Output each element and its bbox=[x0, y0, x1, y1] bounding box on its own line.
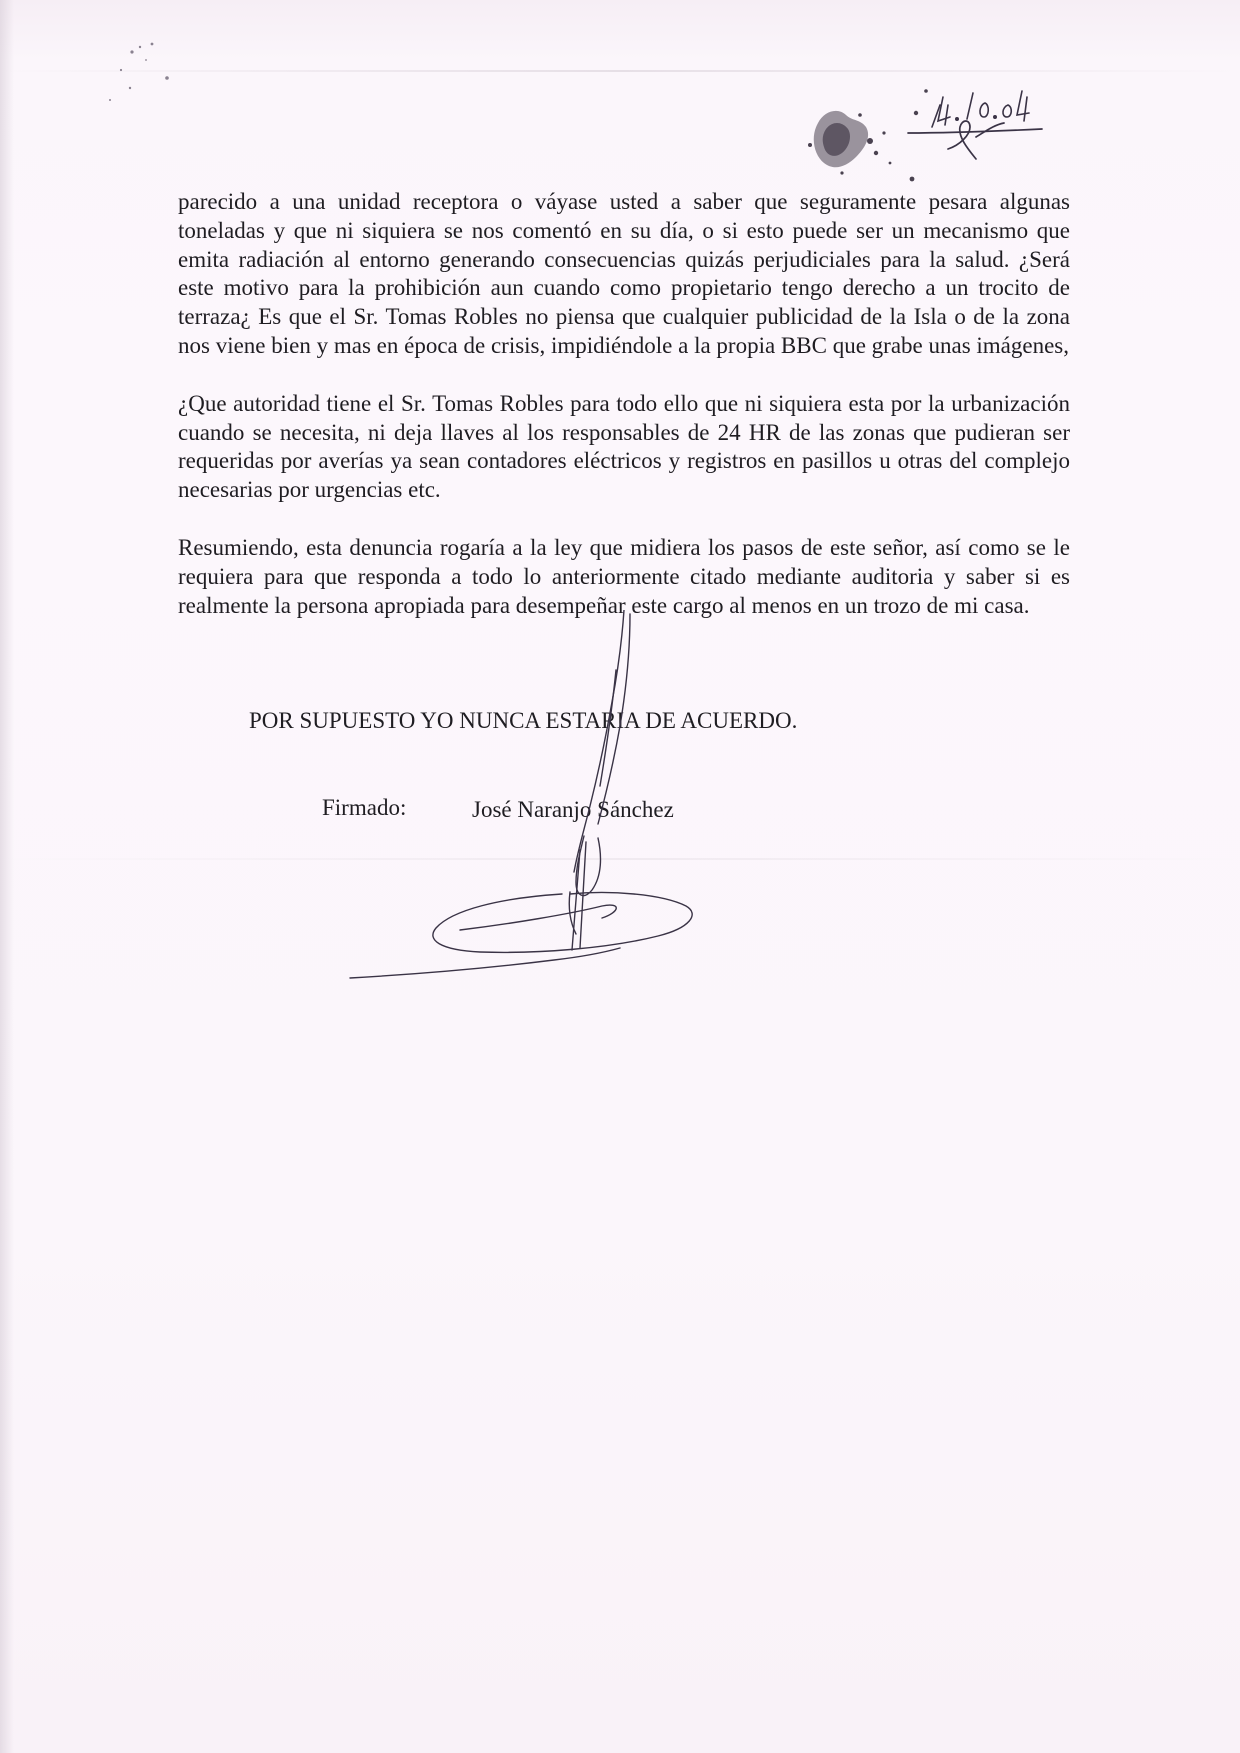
handwritten-date-mark bbox=[932, 91, 1029, 127]
handwritten-date-and-stamp bbox=[780, 75, 1160, 195]
paper-edge-shadow bbox=[0, 0, 14, 1753]
body-paragraph: Resumiendo, esta denuncia rogaría a la ley que midiera los pasos de este señor, así como se le requiera para que responda a todo lo anteriormente citado mediante auditoria y saber si es realmente la persona apropiada para desempeñar este cargo al menos en un trozo de mi casa. bbox=[178, 534, 1070, 618]
signer-name: José Naranjo Sánchez bbox=[472, 797, 674, 822]
paper-specks bbox=[70, 30, 220, 120]
paper-fold-line bbox=[0, 858, 1240, 860]
handwritten-initials-mark bbox=[908, 121, 1042, 159]
body-paragraph: parecido a una unidad receptora o váyase usted a saber que seguramente pesara algunas toneladas y que ni siquiera se nos comentó en su día, o si esto puede ser un mecanismo que emita radiación al entorno generando consecuencias quizás perjudiciales para la salud. ¿Será este motivo para la prohibición aun cuando como propietario tengo derecho a un trocito de terraza¿ Es que el Sr. Tomas Robles no piensa que cualquier publicidad de la Isla o de la zona nos viene bien y mas en época de crisis, impidiéndole a la propia BBC que grabe unas imágenes, bbox=[178, 189, 1070, 358]
letter-body bbox=[178, 188, 1070, 620]
ink-stamp-smudge bbox=[808, 89, 928, 181]
signed-label: Firmado: bbox=[322, 795, 407, 820]
body-paragraph: ¿Que autoridad tiene el Sr. Tomas Robles para todo ello que ni siquiera esta por la urbanización cuando se necesita, ni deja llaves al los responsables de 24 HR de las zonas que pudieran ser requeridas por averías ya sean contadores eléctricos y registros en pasillos u otras del complejo necesarias por urgencias etc. bbox=[178, 390, 1070, 503]
closing-statement: POR SUPUESTO YO NUNCA ESTARIA DE ACUERDO. bbox=[249, 708, 798, 733]
